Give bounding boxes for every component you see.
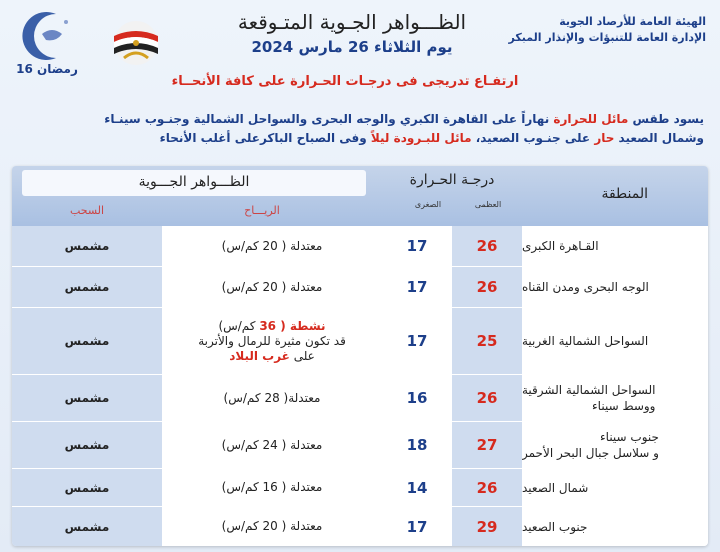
min-temp-cell: 16 (382, 375, 452, 421)
summary-highlight: حار (594, 131, 615, 145)
summary-text: وفى الصباح الباكرعلى أغلب الأنحاء (159, 131, 371, 145)
summary-text: نهاراً على القاهرة الكبري والوجه البحرى والسواحل الشمالية وجنـوب سينـاء (104, 112, 554, 126)
clouds-cell: مشمس (12, 308, 162, 374)
summary-text: وشمال الصعيد (614, 131, 704, 145)
table-row (12, 422, 708, 469)
wind-cell: معتدلة ( 24 كم/س) (162, 422, 382, 468)
clouds-cell: مشمس (12, 422, 162, 468)
min-temp-cell: 18 (382, 422, 452, 468)
wind-cell: معتدلة ( 20 كم/س) (162, 267, 382, 307)
min-temp-cell: 14 (382, 469, 452, 506)
region-cell: القـاهرة الكبرى (522, 226, 708, 266)
region-cell (522, 375, 708, 421)
max-temp-cell: 25 (452, 308, 522, 374)
column-header-max: العظمى (474, 200, 502, 209)
summary-highlight: مائل للحرارة (553, 112, 629, 126)
max-temp-cell: 26 (452, 469, 522, 506)
table-row (12, 507, 708, 546)
region-cell: السواحل الشمالية الغربية (522, 308, 708, 374)
table-row (12, 267, 708, 308)
clouds-cell: مشمس (12, 267, 162, 307)
wind-line: قد تكون مثيرة للرمال والأتربة (198, 333, 346, 348)
forecast-table (12, 166, 708, 546)
max-temp-cell: 29 (452, 507, 522, 546)
region-line: السواحل الشمالية الشرقية (522, 383, 656, 397)
table-row (12, 375, 708, 422)
table-row (12, 308, 708, 375)
wind-region-text: غرب البلاد (229, 348, 290, 363)
wind-cell: معتدلة ( 20 كم/س) (162, 507, 382, 546)
wind-cell: معتدلة( 28 كم/س) (162, 375, 382, 421)
clouds-cell: مشمس (12, 469, 162, 506)
region-cell (522, 422, 708, 468)
clouds-cell: مشمس (12, 226, 162, 266)
wind-line (218, 319, 325, 334)
wind-cell: معتدلة ( 16 كم/س) (162, 469, 382, 506)
region-cell: شمال الصعيد (522, 469, 708, 506)
max-temp-cell: 27 (452, 422, 522, 468)
table-header (12, 166, 708, 226)
clouds-cell: مشمس (12, 375, 162, 421)
egypt-flag-logo-icon (106, 18, 166, 68)
region-line: جنوب سيناء (600, 430, 659, 444)
organization-name (509, 14, 706, 46)
clouds-cell: مشمس (12, 507, 162, 546)
min-temp-cell: 17 (382, 308, 452, 374)
region-cell: الوجه البحرى ومدن القناه (522, 267, 708, 307)
min-temp-cell: 17 (382, 507, 452, 546)
column-header-region: المنطقة (601, 186, 648, 202)
org-line-1: الهيئة العامة للأرصاد الجوية (559, 15, 706, 28)
region-line: ووسط سيناء (592, 399, 656, 413)
region-line: و سلاسل جبال البحر الأحمر (522, 446, 659, 460)
max-temp-cell: 26 (452, 375, 522, 421)
table-row (12, 226, 708, 267)
min-temp-cell: 17 (382, 267, 452, 307)
summary-line-1 (18, 110, 704, 129)
column-header-min: الصغرى (414, 200, 442, 209)
page-title: الظـــواهر الجـوية المتـوقعة (237, 10, 467, 34)
summary-highlight: مائل للبـرودة ليلاً (370, 131, 472, 145)
summary-line-2 (18, 129, 704, 148)
column-header-wind: الريـــاح (244, 204, 280, 217)
forecast-summary (18, 110, 704, 148)
wind-text: كم/س) (218, 318, 260, 333)
column-header-phenomena: الظـــواهر الجـــوية (138, 174, 250, 190)
summary-text: على جنـوب الصعيد، (471, 131, 595, 145)
max-temp-cell: 26 (452, 226, 522, 266)
region-cell: جنوب الصعيد (522, 507, 708, 546)
column-header-temperature: درجـة الحـرارة (409, 172, 495, 188)
title-block (222, 10, 482, 56)
summary-text: يسود طقس (628, 112, 704, 126)
wind-line (229, 349, 315, 364)
org-line-2: الإدارة العامة للتنبؤات والإنذار المبكر (508, 31, 706, 44)
ramadan-crescent-icon (16, 8, 80, 64)
forecast-date: يوم الثلاثاء 26 مارس 2024 (251, 38, 453, 56)
forecast-headline: ارتفـاع تدريجى فى درجـات الحـرارة على كافة الأنحــاء (171, 74, 519, 89)
table-row (12, 469, 708, 507)
wind-text: على (289, 348, 315, 363)
max-temp-cell: 26 (452, 267, 522, 307)
wind-cell: معتدلة ( 20 كم/س) (162, 226, 382, 266)
wind-strong-text: نشطة ( 36 (259, 318, 326, 333)
column-header-clouds: السحب (69, 204, 105, 217)
header (0, 0, 720, 110)
ramadan-day-label: 16 رمضان (16, 62, 78, 76)
min-temp-cell: 17 (382, 226, 452, 266)
wind-cell (162, 308, 382, 374)
